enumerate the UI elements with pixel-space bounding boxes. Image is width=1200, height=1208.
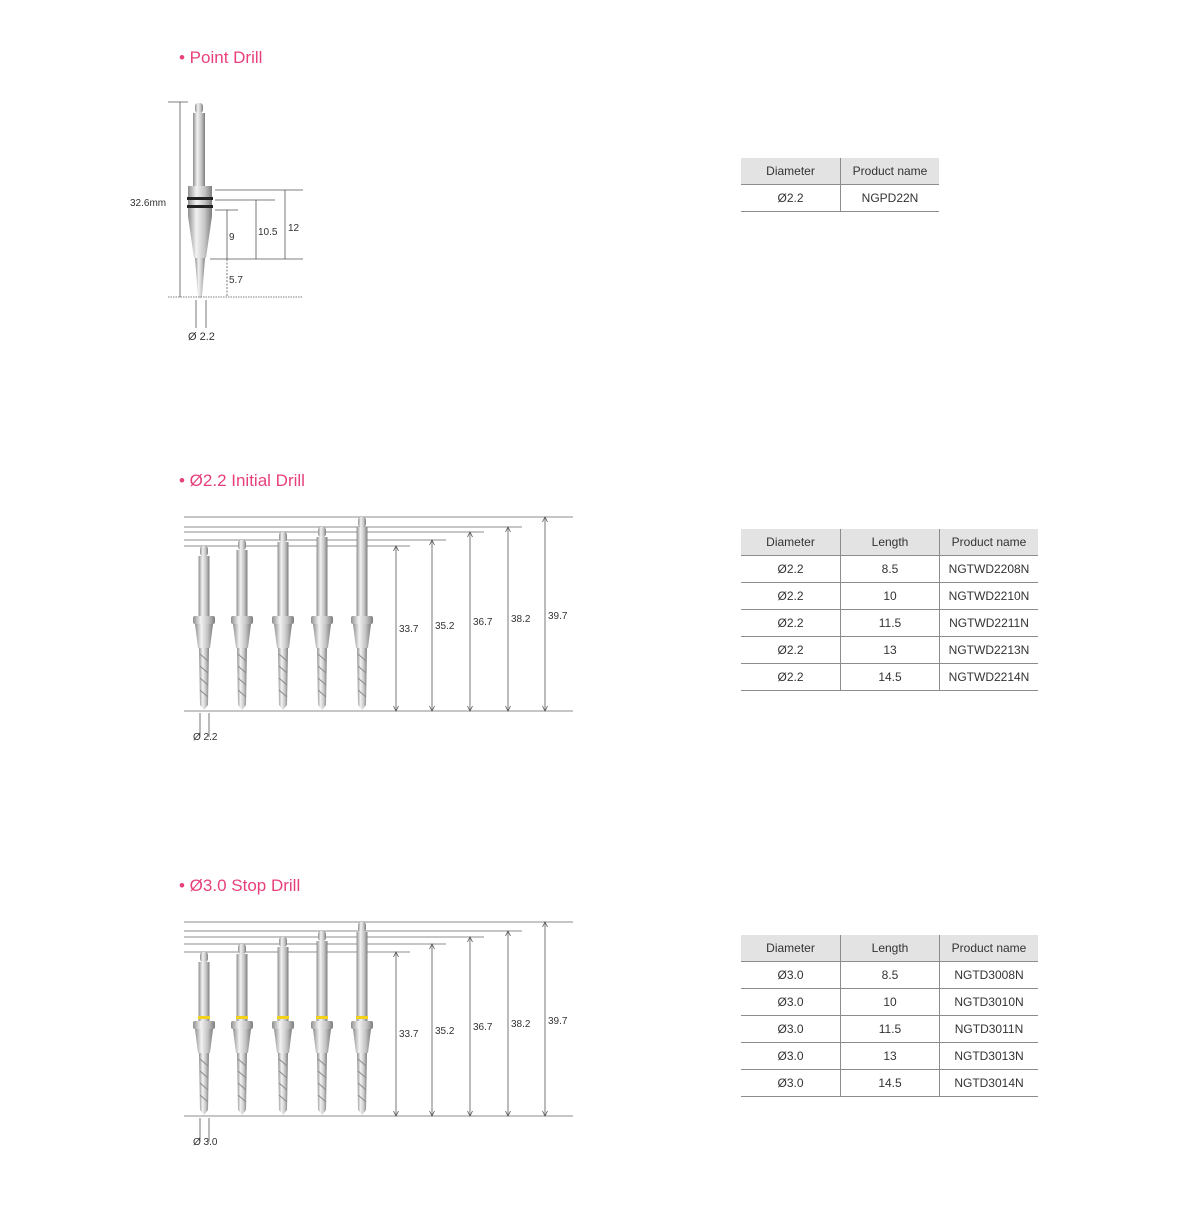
table-row [741, 1016, 1038, 1043]
table-cell: NGTD3013N [940, 1043, 1039, 1070]
table-cell: 10 [841, 989, 940, 1016]
table-cell: 14.5 [841, 1070, 940, 1097]
length-label: 38.2 [511, 1019, 531, 1030]
table-row [741, 989, 1038, 1016]
table-cell: NGTWD2213N [940, 637, 1039, 664]
table-cell: NGTD3011N [940, 1016, 1039, 1043]
table-cell: Ø3.0 [741, 1043, 841, 1070]
table-row [741, 962, 1038, 989]
table-cell: Ø2.2 [741, 637, 841, 664]
dim-12: 12 [288, 223, 300, 234]
drill-image [351, 517, 373, 710]
table-cell: Ø2.2 [741, 185, 841, 212]
dim-9: 9 [229, 232, 235, 243]
dim-10-5: 10.5 [258, 227, 278, 238]
length-label: 33.7 [399, 624, 419, 635]
drill-image [272, 937, 294, 1115]
table-header: Product name [940, 935, 1039, 962]
table-header-row [741, 935, 1038, 962]
table-row [741, 637, 1038, 664]
length-label: 35.2 [435, 621, 455, 632]
section-title-stop-drill: • Ø3.0 Stop Drill [179, 876, 301, 895]
table-header: Product name [841, 158, 940, 185]
drill-image [311, 527, 333, 710]
table-header: Diameter [741, 935, 841, 962]
point-drill-image [187, 103, 213, 299]
table-row [741, 664, 1038, 691]
table-header: Product name [940, 529, 1039, 556]
table-row [741, 1043, 1038, 1070]
length-label: 38.2 [511, 614, 531, 625]
diameter-label: Ø 3.0 [193, 1137, 218, 1148]
table-cell: Ø3.0 [741, 962, 841, 989]
table-header: Length [841, 529, 940, 556]
table-row [741, 610, 1038, 637]
table-cell: NGPD22N [841, 185, 940, 212]
table-cell: 11.5 [841, 1016, 940, 1043]
table-row [741, 1070, 1038, 1097]
table-row [741, 583, 1038, 610]
section-title-initial-drill: • Ø2.2 Initial Drill [179, 471, 305, 490]
dim-diameter: Ø 2.2 [188, 331, 215, 343]
drill-image [272, 532, 294, 710]
table-header-row [741, 158, 939, 185]
length-label: 36.7 [473, 1022, 493, 1033]
stop-drill-table [741, 935, 1038, 1097]
table-header: Diameter [741, 158, 841, 185]
dim-total-length: 32.6mm [130, 198, 167, 209]
drill-image [351, 922, 373, 1115]
table-cell: NGTWD2210N [940, 583, 1039, 610]
table-cell: NGTWD2214N [940, 664, 1039, 691]
drill-image [231, 540, 253, 710]
table-cell: NGTD3008N [940, 962, 1039, 989]
table-cell: Ø2.2 [741, 664, 841, 691]
drill-image [193, 546, 215, 710]
drill-image [231, 944, 253, 1115]
table-cell: 13 [841, 1043, 940, 1070]
table-cell: Ø2.2 [741, 556, 841, 583]
length-label: 36.7 [473, 617, 493, 628]
drill-image [311, 931, 333, 1115]
table-cell: 13 [841, 637, 940, 664]
table-header: Length [841, 935, 940, 962]
length-label: 39.7 [548, 611, 568, 622]
table-cell: 11.5 [841, 610, 940, 637]
dim-5-7: 5.7 [229, 275, 243, 286]
table-cell: NGTD3010N [940, 989, 1039, 1016]
table-cell: 14.5 [841, 664, 940, 691]
table-row [741, 556, 1038, 583]
table-cell: NGTWD2211N [940, 610, 1039, 637]
length-label: 35.2 [435, 1026, 455, 1037]
table-cell: NGTWD2208N [940, 556, 1039, 583]
table-cell: Ø3.0 [741, 989, 841, 1016]
drill-image [193, 952, 215, 1115]
table-cell: NGTD3014N [940, 1070, 1039, 1097]
table-cell: 8.5 [841, 556, 940, 583]
section-title-point-drill: • Point Drill [179, 48, 263, 67]
table-cell: 8.5 [841, 962, 940, 989]
table-cell: 10 [841, 583, 940, 610]
diameter-label: Ø 2.2 [193, 732, 218, 743]
table-header-row [741, 529, 1038, 556]
table-header: Diameter [741, 529, 841, 556]
table-cell: Ø3.0 [741, 1016, 841, 1043]
table-row [741, 185, 939, 212]
length-label: 33.7 [399, 1029, 419, 1040]
initial-drill-table [741, 529, 1038, 691]
length-label: 39.7 [548, 1016, 568, 1027]
table-cell: Ø3.0 [741, 1070, 841, 1097]
table-cell: Ø2.2 [741, 583, 841, 610]
table-cell: Ø2.2 [741, 610, 841, 637]
point-drill-table [741, 158, 939, 212]
